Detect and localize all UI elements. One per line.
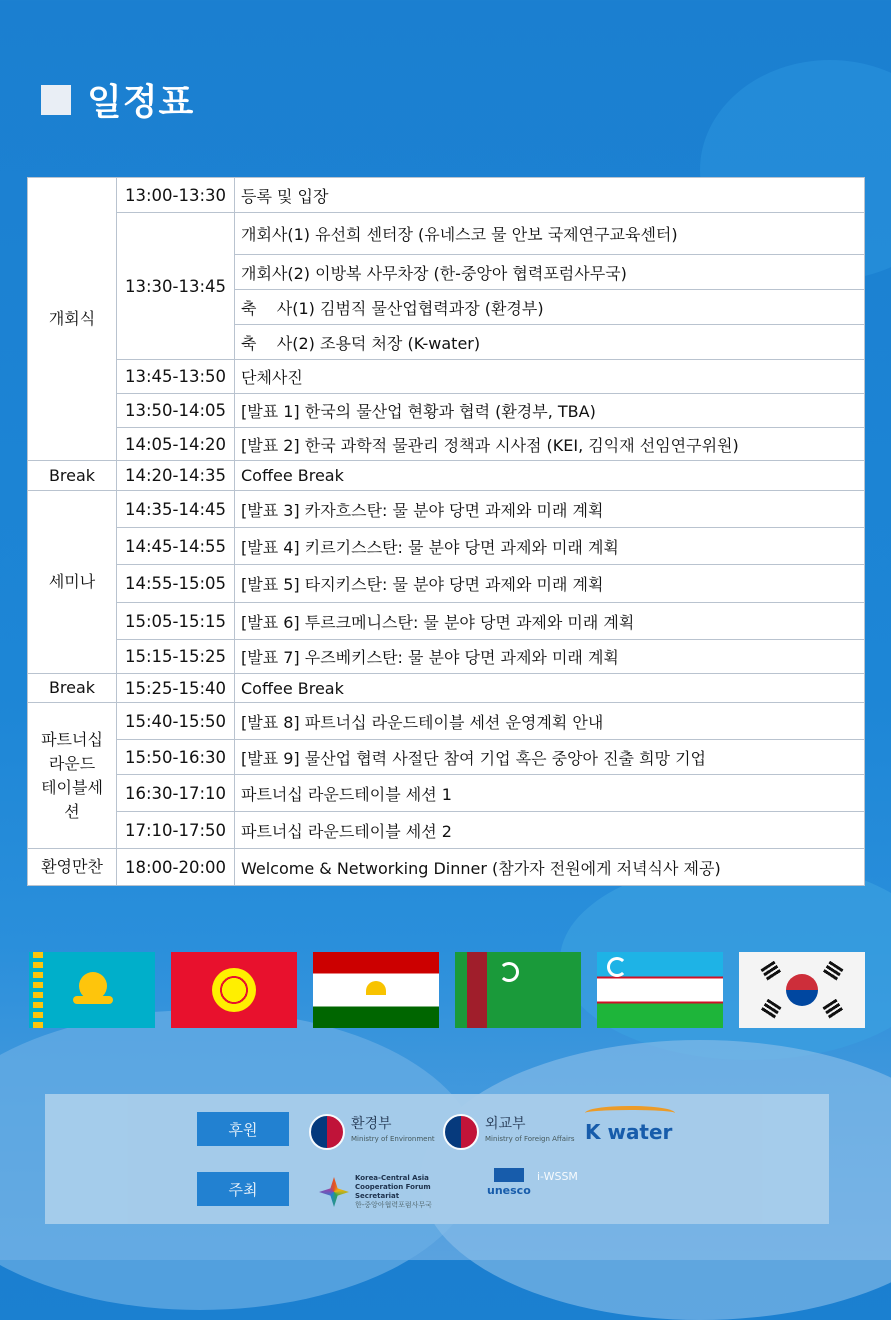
description-cell: [발표 5] 타지키스탄: 물 분야 당면 과제와 미래 계획 (235, 565, 865, 603)
table-row (28, 812, 865, 849)
unesco-temple-icon (494, 1168, 524, 1182)
time-cell: 16:30-17:10 (117, 775, 235, 812)
flags-row (29, 952, 865, 1028)
page-title-text: 일정표 (87, 82, 195, 123)
description-cell: 파트너십 라운드테이블 세션 1 (235, 775, 865, 812)
description-cell: [발표 3] 카자흐스탄: 물 분야 당면 과제와 미래 계획 (235, 491, 865, 528)
description-cell: 파트너십 라운드테이블 세션 2 (235, 812, 865, 849)
table-row (28, 394, 865, 428)
kwater-logo: K water (585, 1106, 675, 1144)
description-cell: 단체사진 (235, 360, 865, 394)
tajikistan-flag (313, 952, 439, 1028)
ministry-of-foreign-affairs-logo: 외교부 Ministry of Foreign Affairs (443, 1114, 575, 1150)
description-cell: Coffee Break (235, 461, 865, 491)
table-row (28, 674, 865, 703)
footer-panel (45, 1094, 829, 1224)
category-cell: 세미나 (28, 491, 117, 674)
description-cell: 개회사(2) 이방복 사무차장 (한-중앙아 협력포럼사무국) (235, 255, 865, 290)
title-square-icon (41, 85, 71, 115)
star-icon (319, 1177, 349, 1207)
time-cell: 14:05-14:20 (117, 428, 235, 461)
kwater-wave-icon (585, 1106, 675, 1120)
description-cell: [발표 1] 한국의 물산업 현황과 협력 (환경부, TBA) (235, 394, 865, 428)
category-cell: Break (28, 674, 117, 703)
table-row (28, 360, 865, 394)
time-cell: 13:45-13:50 (117, 360, 235, 394)
category-cell: 파트너십 라운드 테이블세션 (28, 703, 117, 849)
table-row (28, 703, 865, 740)
time-cell: 13:50-14:05 (117, 394, 235, 428)
description-cell: [발표 7] 우즈베키스탄: 물 분야 당면 과제와 미래 계획 (235, 640, 865, 674)
schedule-table (27, 177, 865, 886)
time-cell: 13:00-13:30 (117, 178, 235, 213)
page-title (41, 74, 194, 125)
time-cell: 13:30-13:45 (117, 213, 235, 360)
government-emblem-icon (443, 1114, 479, 1150)
host-label: 주최 (197, 1172, 289, 1206)
unesco-logo: unesco (487, 1168, 531, 1197)
description-cell: 축 사(1) 김범직 물산업협력과장 (환경부) (235, 290, 865, 325)
table-row (28, 213, 865, 255)
ministry-of-environment-logo: 환경부 Ministry of Environment (309, 1114, 435, 1150)
time-cell: 15:05-15:15 (117, 603, 235, 640)
government-emblem-icon (309, 1114, 345, 1150)
time-cell: 15:25-15:40 (117, 674, 235, 703)
time-cell: 14:45-14:55 (117, 528, 235, 565)
table-row (28, 775, 865, 812)
uzbekistan-flag (597, 952, 723, 1028)
category-cell: 개회식 (28, 178, 117, 461)
table-row (28, 528, 865, 565)
description-cell: Welcome & Networking Dinner (참가자 전원에게 저녁식사 제공) (235, 849, 865, 886)
sponsor-label: 후원 (197, 1112, 289, 1146)
forum-secretariat-logo: Korea-Central Asia Cooperation Forum Secretariat 한-중앙아협력포럼사무국 (319, 1174, 465, 1210)
description-cell: 등록 및 입장 (235, 178, 865, 213)
description-cell: 개회사(1) 유선희 센터장 (유네스코 물 안보 국제연구교육센터) (235, 213, 865, 255)
time-cell: 14:35-14:45 (117, 491, 235, 528)
description-cell: [발표 8] 파트너십 라운드테이블 세션 운영계획 안내 (235, 703, 865, 740)
turkmenistan-flag (455, 952, 581, 1028)
table-row (28, 640, 865, 674)
korea-flag (739, 952, 865, 1028)
table-row (28, 740, 865, 775)
category-cell: Break (28, 461, 117, 491)
table-row (28, 178, 865, 213)
kyrgyzstan-flag (171, 952, 297, 1028)
iwssm-logo: i-WSSM (537, 1170, 578, 1183)
table-row (28, 428, 865, 461)
table-row (28, 491, 865, 528)
description-cell: [발표 2] 한국 과학적 물관리 정책과 시사점 (KEI, 김익재 선임연구위원) (235, 428, 865, 461)
time-cell: 14:55-15:05 (117, 565, 235, 603)
table-row (28, 565, 865, 603)
table-row (28, 849, 865, 886)
table-row (28, 461, 865, 491)
table-row (28, 603, 865, 640)
description-cell: 축 사(2) 조용덕 처장 (K-water) (235, 325, 865, 360)
time-cell: 15:40-15:50 (117, 703, 235, 740)
time-cell: 15:15-15:25 (117, 640, 235, 674)
time-cell: 14:20-14:35 (117, 461, 235, 491)
description-cell: [발표 4] 키르기스스탄: 물 분야 당면 과제와 미래 계획 (235, 528, 865, 565)
time-cell: 17:10-17:50 (117, 812, 235, 849)
time-cell: 15:50-16:30 (117, 740, 235, 775)
kazakhstan-flag (29, 952, 155, 1028)
description-cell: [발표 9] 물산업 협력 사절단 참여 기업 혹은 중앙아 진출 희망 기업 (235, 740, 865, 775)
description-cell: [발표 6] 투르크메니스탄: 물 분야 당면 과제와 미래 계획 (235, 603, 865, 640)
category-cell: 환영만찬 (28, 849, 117, 886)
time-cell: 18:00-20:00 (117, 849, 235, 886)
description-cell: Coffee Break (235, 674, 865, 703)
